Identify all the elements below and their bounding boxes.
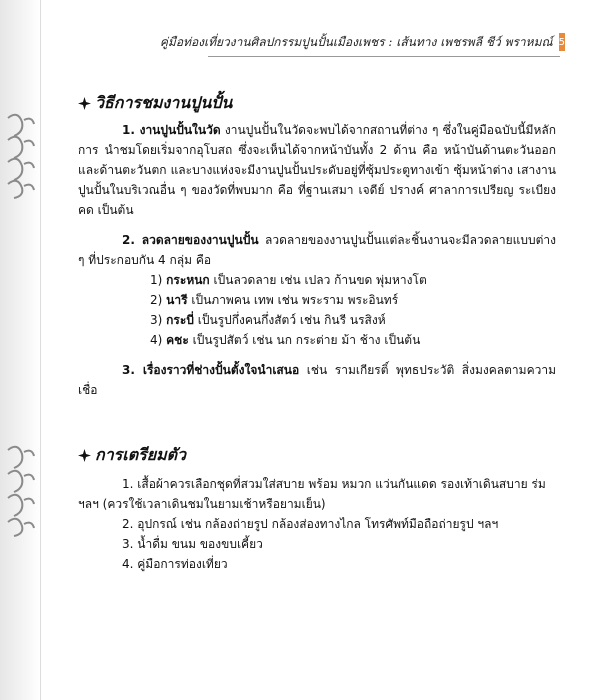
header-divider (208, 56, 560, 57)
paragraph-title: 2. ลวดลายของงานปูนปั้น (122, 233, 259, 247)
section-heading-text: วิธีการชมงานปูนปั้น (95, 93, 233, 112)
list-item: 1. เสื้อผ้าควรเลือกชุดที่สวมใส่สบาย พร้อม หมวก แว่นกันแดด รองเท้าเดินสบาย ร่ม ฯลฯ (ควรใช้เวลาเดินชมในยามเช้าหรือยามเย็น) (78, 477, 546, 511)
list-term: นารี (166, 293, 188, 307)
list-item (78, 270, 556, 290)
list-number: 3) (150, 313, 163, 327)
page-number-badge: 5 (559, 33, 565, 51)
list-number: 1) (150, 273, 163, 287)
paragraph-stories (78, 360, 556, 400)
list-item: 3. น้ำดื่ม ขนม ของขบเคี้ยว (122, 537, 263, 551)
paragraph-temple (78, 120, 556, 220)
ornament-swirl-icon (2, 108, 38, 200)
list-term: กระบี่ (166, 313, 194, 327)
list-term: กระหนก (166, 273, 210, 287)
list-item (78, 290, 556, 310)
list-desc: เป็นรูปสัตว์ เช่น นก กระต่าย ม้า ช้าง เป็นต้น (188, 333, 421, 347)
list-desc: เป็นรูปกึ่งคนกึ่งสัตว์ เช่น กินรี นรสิงห์ (193, 313, 386, 327)
section-viewing (78, 88, 556, 400)
list-item: 2. อุปกรณ์ เช่น กล้องถ่ายรูป กล้องส่องทางไกล โทรศัพท์มือถือถ่ายรูป ฯลฯ (122, 517, 499, 531)
diamond-bullet-icon (78, 97, 91, 110)
section-preparation (78, 440, 556, 574)
ornament-swirl-icon (2, 440, 38, 540)
preparation-list (78, 474, 556, 574)
pattern-group-list (78, 270, 556, 350)
list-item (78, 330, 556, 350)
paragraph-patterns (78, 230, 556, 270)
paragraph-text: เช่น รามเกียรติ์ พุทธประวัติ สิ่งมงคลตามความเชื่อ (78, 363, 556, 397)
list-item: 4. คู่มือการท่องเที่ยว (122, 557, 228, 571)
section-heading (78, 88, 556, 118)
list-number: 2) (150, 293, 163, 307)
section-heading (78, 440, 556, 470)
paragraph-text: งานปูนปั้นในวัดจะพบได้จากสถานที่ต่าง ๆ ซึ่งในคู่มือฉบับนี้มีหลักการ นำชมโดยเริ่มจากอุโบสถ ซึ่งจะเห็นได้จากหน้าบันทั้ง 2 ด้าน คือ หน้าบันด้านตะวันออกและด้านตะวันตก และบางแห่งจะมีงานปูนปั้นประดับอยู่ที่ซุ้มประตูทางเข้า ซุ้มหน้าต่าง เสางานปูนปั้นในบริเวณอื่น ๆ ของวัดที่พบมาก คือ ที่ฐานเสมา เจดีย์ ปรางค์ ศาลาการเปรียญ ระเบียงคด เป็นต้น (78, 123, 556, 217)
list-desc: เป็นลวดลาย เช่น เปลว ก้านขด พุ่มหางโต (209, 273, 427, 287)
list-term: คชะ (166, 333, 189, 347)
list-item (78, 310, 556, 330)
binding-margin (0, 0, 41, 700)
paragraph-text: ลวดลายของงานปูนปั้นแต่ละชิ้นงานจะมีลวดลายแบบต่าง ๆ ที่ประกอบกัน 4 กลุ่ม คือ (78, 233, 556, 267)
header-title: คู่มือท่องเที่ยวงานศิลปกรรมปูนปั้นเมืองเพชร : เส้นทาง เพชรพลี ชีว์ พราหมณ์ (159, 34, 553, 49)
paragraph-title: 1. งานปูนปั้นในวัด (122, 123, 221, 137)
diamond-bullet-icon (78, 449, 91, 462)
list-number: 4) (150, 333, 163, 347)
paragraph-title: 3. เรื่องราวที่ช่างปั้นตั้งใจนำเสนอ (122, 363, 300, 377)
page-header (159, 32, 565, 52)
list-desc: เป็นภาพคน เทพ เช่น พระราม พระอินทร์ (187, 293, 399, 307)
section-heading-text: การเตรียมตัว (95, 445, 187, 464)
